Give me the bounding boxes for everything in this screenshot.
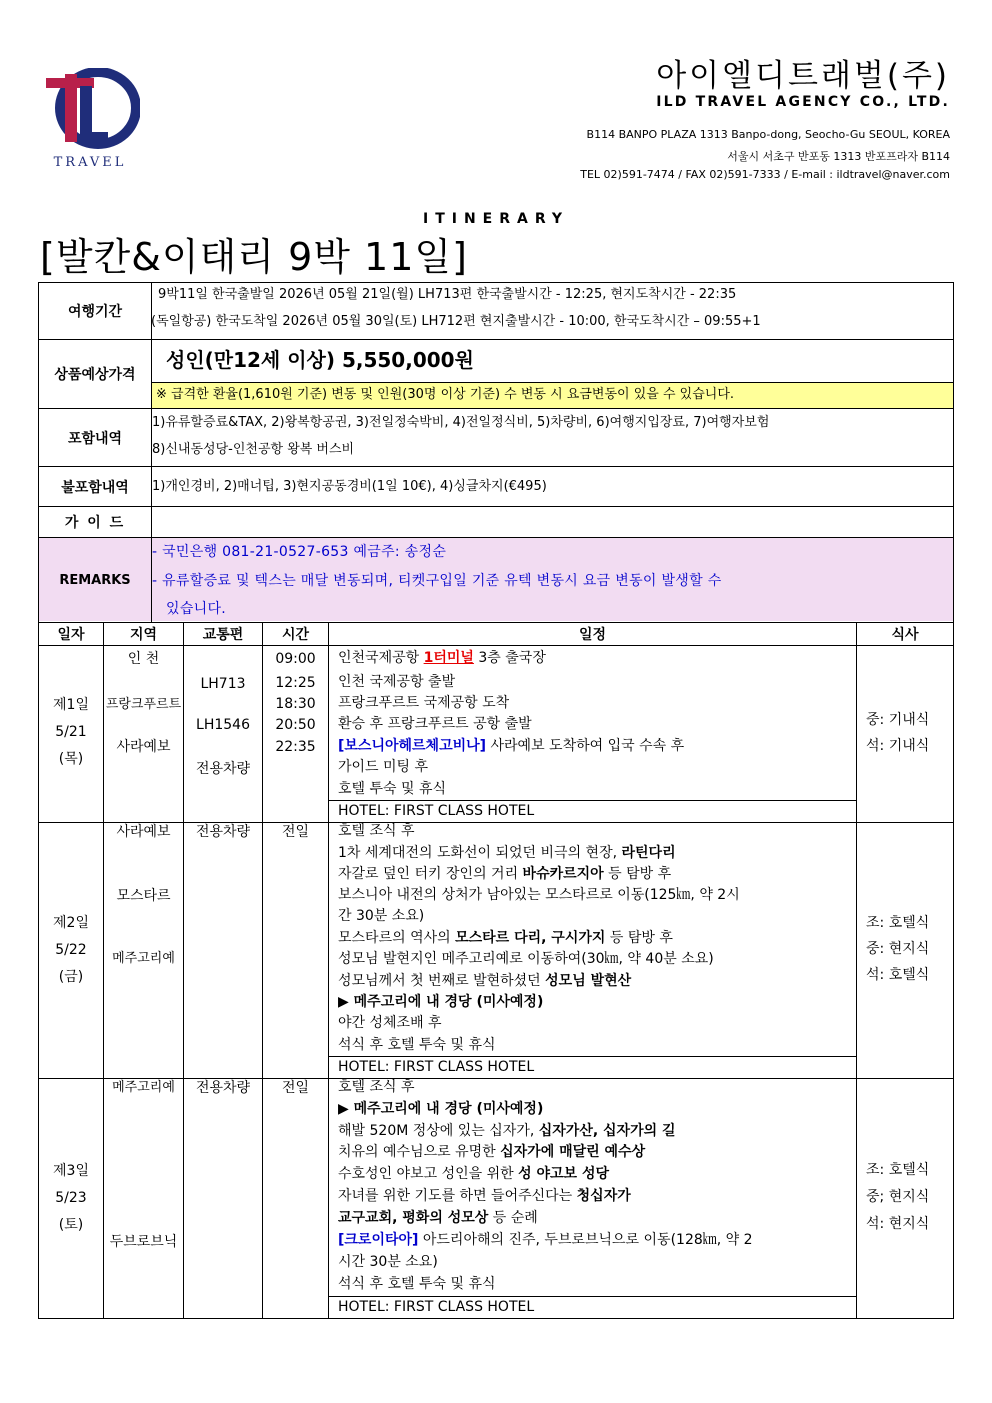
- day-3-line-7: 교구교회, 평화의 성모상 등 순례: [338, 1210, 538, 1226]
- day-2-line-9: ▶ 메주고리에 내 경당 (미사예정): [338, 994, 544, 1010]
- day-1-line-7: 호텔 투숙 및 휴식: [338, 781, 447, 797]
- day-1-time-1: 09:00: [275, 651, 316, 667]
- day-2-hotel: HOTEL: FIRST CLASS HOTEL: [338, 1059, 535, 1075]
- day-2-time: 전일: [281, 824, 310, 840]
- day-2-meal-2: 중: 현지식: [866, 941, 930, 957]
- remarks-line-2: - 유류할증료 및 텍스는 매달 변동되며, 티켓구입일 기준 유텍 변동시 요금 변동이 발생할 수: [152, 573, 722, 589]
- day-1-region-1: 인 천: [127, 651, 160, 667]
- company-address-english: B114 BANPO PLAZA 1313 Banpo-dong, Seocho-Gu SEOUL, KOREA: [586, 128, 950, 141]
- day-3-line-8: [크로이타아] 아드리아해의 진주, 두브로브닉으로 이동(128㎞, 약 2: [338, 1232, 753, 1248]
- day-2-line-2: 1차 세계대전의 도화선이 되었던 비극의 현장, 라틴다리: [338, 845, 676, 861]
- day-2-line-1: 호텔 조식 후: [338, 823, 415, 839]
- day-2-region-3: 메주고리예: [112, 951, 175, 966]
- day-1-time-3: 18:30: [275, 696, 316, 712]
- day-1-line-6: 가이드 미팅 후: [338, 759, 429, 775]
- include-line-2: 8)신내동성당-인천공항 왕복 버스비: [152, 442, 355, 457]
- day-1-date: 5/21: [55, 724, 87, 740]
- day-1-meal-1: 중: 기내식: [866, 712, 930, 728]
- itinerary-label: ITINERARY: [422, 211, 569, 227]
- day-3-weekday: (토): [58, 1217, 84, 1233]
- day-3-line-6: 자녀를 위한 기도를 하면 들어주신다는 청십자가: [338, 1188, 631, 1204]
- remarks-line-1: - 국민은행 081-21-0527-653 예금주: 송정순: [152, 544, 447, 560]
- day-3-time: 전일: [281, 1080, 310, 1096]
- include-label: 포함내역: [67, 430, 123, 447]
- day-1-line-2: 인천 국제공항 출발: [338, 674, 456, 690]
- day-3-transport: 전용차량: [195, 1080, 251, 1096]
- day-3-region-1: 메주고리예: [112, 1080, 175, 1095]
- day-1-time-2: 12:25: [275, 675, 316, 691]
- header-meal: 식사: [891, 627, 919, 643]
- day-3-line-1: 호텔 조식 후: [338, 1079, 415, 1095]
- day-2-region-1: 사라예보: [116, 824, 171, 840]
- day-2-weekday: (금): [58, 969, 84, 985]
- day-2-line-8: 성모님께서 첫 번째로 발현하셨던 성모님 발현산: [338, 973, 632, 989]
- day-3-label: 제3일: [53, 1163, 89, 1179]
- day-2-label: 제2일: [53, 915, 89, 931]
- day-1-meal-2: 석: 기내식: [866, 738, 930, 754]
- day-2-transport: 전용차량: [195, 824, 251, 840]
- day-3-line-10: 석식 후 호텔 투숙 및 휴식: [338, 1276, 496, 1292]
- day-3-line-4: 치유의 예수님으로 유명한 십자가에 매달린 예수상: [338, 1144, 646, 1160]
- company-contact: TEL 02)591-7474 / FAX 02)591-7333 / E-mail : ildtravel@naver.com: [580, 168, 950, 181]
- guide-label: 가 이 드: [64, 515, 126, 531]
- day-3-line-9: 시간 30분 소요): [338, 1254, 438, 1270]
- day-3-hotel: HOTEL: FIRST CLASS HOTEL: [338, 1299, 535, 1315]
- day-3-date: 5/23: [55, 1190, 87, 1206]
- day-1-region-2: 프랑크푸르트: [105, 697, 182, 712]
- exclude-label: 불포함내역: [61, 479, 129, 496]
- include-line-1: 1)유류할증료&TAX, 2)왕복항공권, 3)전일정숙박비, 4)전일정식비, 5)차량비, 6)여행지입장료, 7)여행자보험: [152, 415, 770, 430]
- header-time: 시간: [281, 627, 310, 643]
- day-2-line-4: 보스니아 내전의 상처가 남아있는 모스타르로 이동(125㎞, 약 2시: [338, 887, 740, 903]
- day-1-transport-1: LH713: [200, 676, 246, 692]
- day-2-line-6: 모스타르의 역사의 모스타르 다리, 구시가지 등 탐방 후: [338, 930, 673, 946]
- day-1-weekday: (목): [58, 751, 84, 767]
- day-1-line-5: [보스니아헤르체고비나] 사라예보 도착하여 입국 수속 후: [338, 738, 685, 754]
- day-2-line-5: 간 30분 소요): [338, 908, 425, 924]
- day-1-transport-2: LH1546: [196, 717, 250, 733]
- header-transport: 교통편: [202, 627, 244, 643]
- day-3-region-2: 두브로브닉: [109, 1234, 178, 1250]
- exclude-text: 1)개인경비, 2)매너팁, 3)현지공동경비(1일 10€), 4)싱글차지(€495): [152, 479, 547, 494]
- remarks-label: REMARKS: [59, 572, 131, 588]
- day-3-line-2: ▶ 메주고리에 내 경당 (미사예정): [338, 1101, 544, 1117]
- day-2-region-2: 모스타르: [116, 888, 171, 904]
- day-2-date: 5/22: [55, 942, 87, 958]
- day-3-meal-1: 조: 호텔식: [866, 1162, 930, 1178]
- page-title: [발칸&이태리 9박 11일]: [40, 235, 468, 279]
- company-name-english: ILD TRAVEL AGENCY CO., LTD.: [656, 94, 950, 110]
- price-main: 성인(만12세 이상) 5,550,000원: [166, 348, 474, 372]
- day-1-time-4: 20:50: [275, 717, 316, 733]
- day-2-meal-3: 석: 호텔식: [866, 967, 930, 983]
- header-plan: 일정: [578, 627, 607, 643]
- svg-text:TRAVEL: TRAVEL: [53, 155, 127, 170]
- header-region: 지역: [129, 627, 158, 643]
- price-label: 상품예상가격: [54, 367, 136, 383]
- price-note: ※ 급격한 환율(1,610원 기준) 변동 및 인원(30명 이상 기준) 수 변동 시 요금변동이 있을 수 있습니다.: [156, 387, 735, 402]
- day-3-line-5: 수호성인 야보고 성인을 위한 성 야고보 성당: [338, 1166, 609, 1182]
- day-1-line-4: 환승 후 프랑크푸르트 공항 출발: [338, 716, 532, 732]
- day-2-line-3: 자갈로 덮인 터키 장인의 거리 바슈카르지아 등 탐방 후: [338, 866, 672, 882]
- day-2-line-7: 성모님 발현지인 메주고리예로 이동하여(30㎞, 약 40분 소요): [338, 951, 714, 967]
- day-1-transport-3: 전용차량: [195, 761, 251, 777]
- day-2-line-11: 석식 후 호텔 투숙 및 휴식: [338, 1037, 496, 1053]
- day-1-time-5: 22:35: [275, 739, 316, 755]
- header-day: 일자: [57, 627, 85, 643]
- day-1-line-3: 프랑크푸르트 국제공항 도착: [338, 695, 510, 711]
- day-3-meal-2: 중; 현지식: [866, 1189, 930, 1205]
- day-1-line-1: 인천국제공항 1터미널 3층 출국장: [338, 650, 546, 666]
- day-1-region-3: 사라예보: [116, 739, 171, 755]
- company-address-korean: 서울시 서초구 반포동 1313 반포프라자 B114: [727, 150, 950, 163]
- day-3-meal-3: 석: 현지식: [866, 1216, 930, 1232]
- day-3-line-3: 해발 520M 정상에 있는 십자가, 십자가산, 십자가의 길: [338, 1123, 676, 1139]
- company-name-korean: 아이엘디트래벌(주): [656, 58, 950, 94]
- day-1-label: 제1일: [53, 697, 89, 713]
- period-label: 여행기간: [67, 304, 123, 320]
- day-2-line-10: 야간 성체조배 후: [338, 1015, 442, 1031]
- day-2-meal-1: 조: 호텔식: [866, 915, 930, 931]
- day-1-hotel: HOTEL: FIRST CLASS HOTEL: [338, 803, 535, 819]
- remarks-line-3: 있습니다.: [166, 601, 227, 617]
- period-line-2: (독일항공) 한국도착일 2026년 05월 30일(토) LH712편 현지출발시간 - 10:00, 한국도착시간 – 09:55+1: [151, 314, 761, 329]
- period-line-1: 9박11일 한국출발일 2026년 05월 21일(월) LH713편 한국출발시간 - 12:25, 현지도착시간 - 22:35: [158, 287, 737, 302]
- company-logo: [40, 68, 140, 172]
